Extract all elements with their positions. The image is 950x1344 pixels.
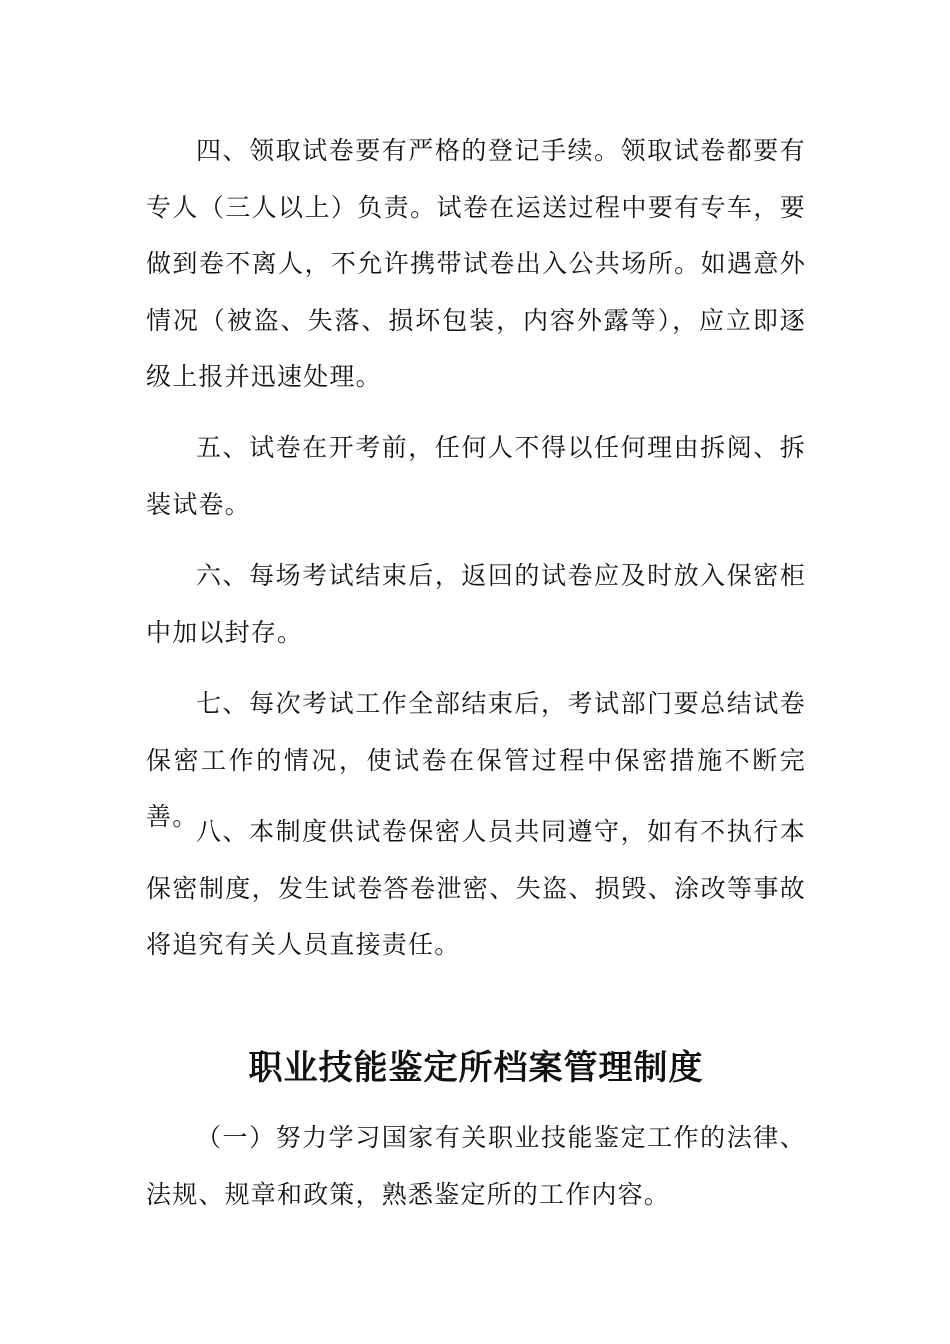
- section-title: 职业技能鉴定所档案管理制度: [248, 1048, 704, 1088]
- paragraph-7: 七、每次考试工作全部结束后，考试部门要总结试卷保密工作的情况，使试卷在保管过程中保密措施不断完善。: [146, 689, 806, 831]
- paragraph-4: 四、领取试卷要有严格的登记手续。领取试卷都要有专人（三人以上）负责。试卷在运送过程中要有专车，要做到卷不离人，不允许携带试卷出入公共场所。如遇意外情况（被盗、失落、损坏包装，内容外露等），应立即逐级上报并迅速处理。: [146, 136, 806, 391]
- paragraph-section-1: （一）努力学习国家有关职业技能鉴定工作的法律、法规、规章和政策，熟悉鉴定所的工作内容。: [146, 1123, 806, 1209]
- paragraph-5: 五、试卷在开考前，任何人不得以任何理由拆阅、拆装试卷。: [146, 433, 806, 519]
- paragraph-6: 六、每场考试结束后，返回的试卷应及时放入保密柜中加以封存。: [146, 561, 806, 647]
- paragraph-8: 八、本制度供试卷保密人员共同遵守，如有不执行本保密制度，发生试卷答卷泄密、失盗、损毁、涂改等事故将追究有关人员直接责任。: [146, 817, 806, 959]
